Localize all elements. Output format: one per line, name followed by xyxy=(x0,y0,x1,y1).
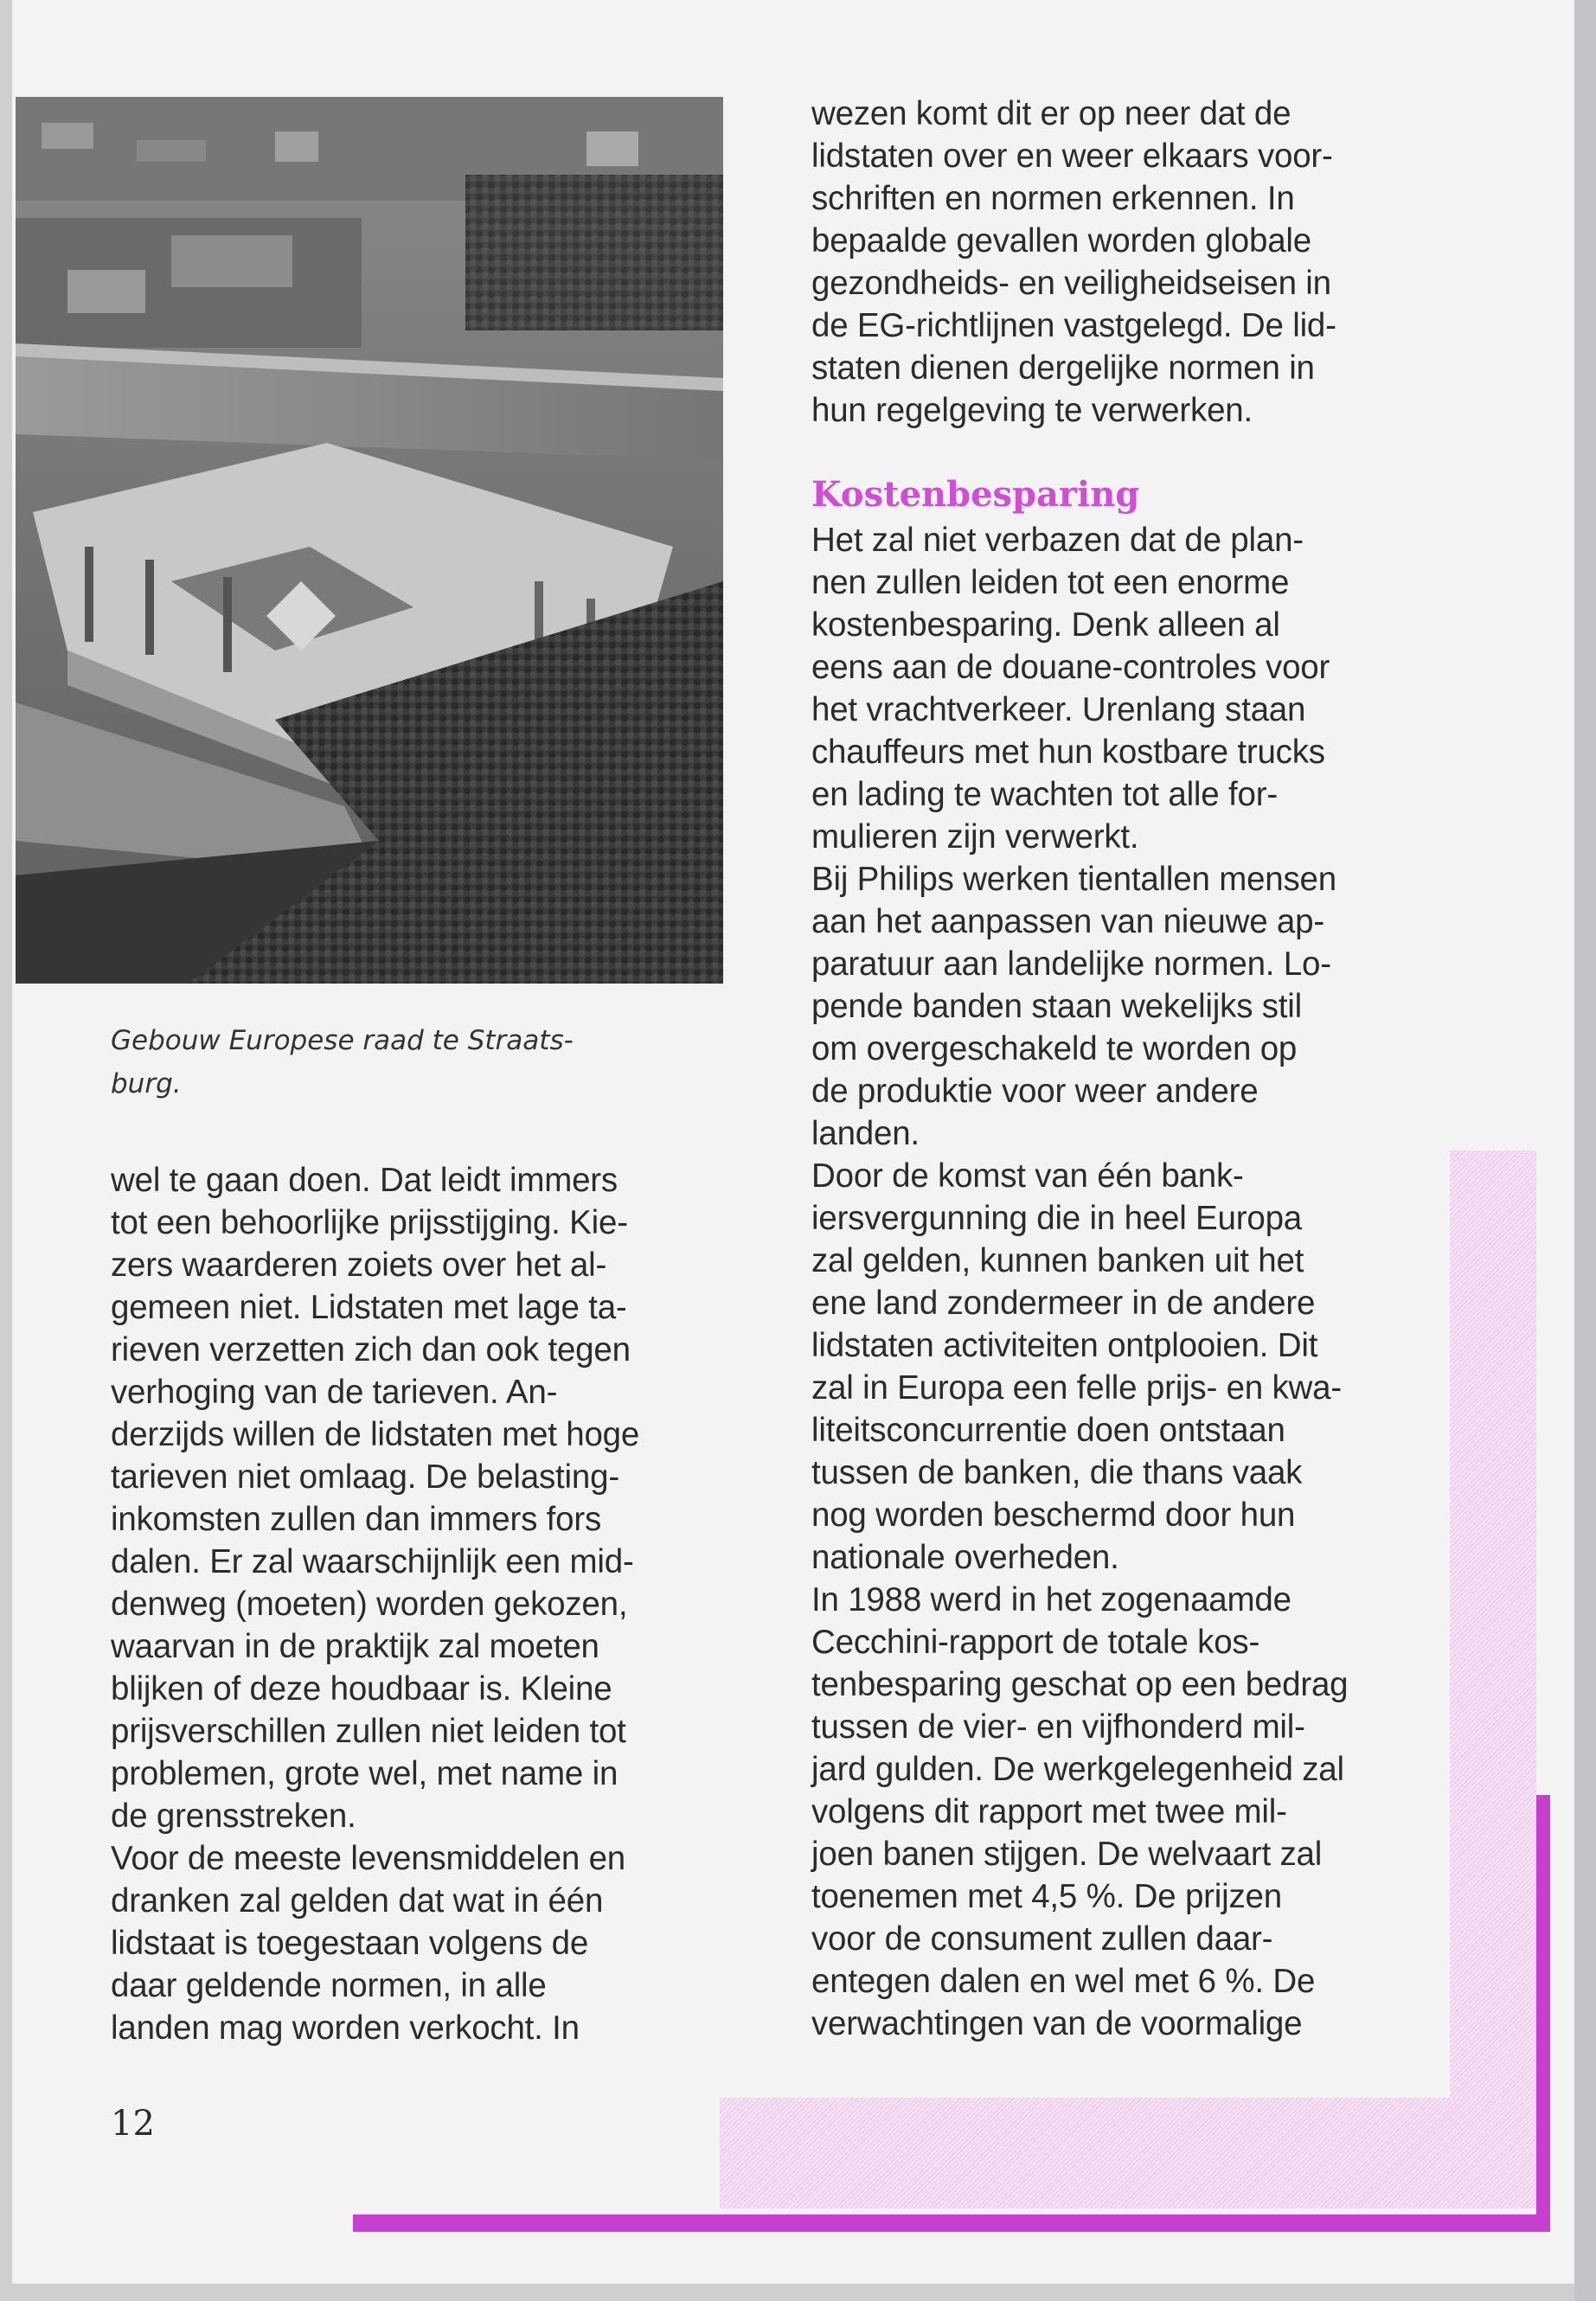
accent-bar-vertical xyxy=(1536,1795,1550,2232)
text-line: dranken zal gelden dat wat in één xyxy=(111,1882,604,1920)
text-line: paratuur aan landelijke normen. Lo- xyxy=(811,945,1331,983)
text-line: tot een behoorlijke prijsstijging. Kie- xyxy=(111,1204,628,1241)
text-line: inkomsten zullen dan immers fors xyxy=(111,1501,602,1538)
text-line: liteitsconcurrentie doen ontstaan xyxy=(811,1412,1285,1449)
page-edge-shadow xyxy=(1574,0,1596,2301)
text-line: iersvergunning die in heel Europa xyxy=(811,1200,1303,1237)
section-heading: Kostenbesparing xyxy=(811,474,1140,515)
text-line: ene land zondermeer in de andere xyxy=(811,1285,1316,1322)
text-line: hun regelgeving te verwerken. xyxy=(811,392,1253,429)
text-line: de grensstreken. xyxy=(111,1798,356,1835)
text-line: entegen dalen en wel met 6 %. De xyxy=(811,1963,1316,2000)
text-line: voor de consument zullen daar- xyxy=(811,1920,1273,1958)
caption-line: Gebouw Europese raad te Straats- xyxy=(111,1025,574,1056)
text-line: landen mag worden verkocht. In xyxy=(111,2009,580,2047)
text-line: Door de komst van één bank- xyxy=(811,1157,1244,1195)
text-line: lidstaat is toegestaan volgens de xyxy=(111,1925,589,1962)
text-line: aan het aanpassen van nieuwe ap- xyxy=(811,903,1324,940)
caption-line: burg. xyxy=(111,1068,182,1099)
text-line: chauffeurs met hun kostbare trucks xyxy=(811,734,1325,771)
decorative-band-bottom xyxy=(720,2098,1536,2208)
text-line: nen zullen leiden tot een enorme xyxy=(811,564,1290,601)
text-line: kostenbesparing. Denk alleen al xyxy=(811,606,1280,644)
text-line: eens aan de douane-controles voor xyxy=(811,649,1330,686)
text-line: lidstaten over en weer elkaars voor- xyxy=(811,138,1333,175)
text-line: lidstaten activiteiten ontplooien. Dit xyxy=(811,1327,1318,1364)
text-line: het vrachtverkeer. Urenlang staan xyxy=(811,691,1306,728)
text-line: rieven verzetten zich dan ook tegen xyxy=(111,1331,631,1368)
text-line: jard gulden. De werkgelegenheid zal xyxy=(811,1751,1344,1788)
text-line: Bij Philips werken tientallen mensen xyxy=(811,861,1336,898)
accent-bar-horizontal xyxy=(353,2214,1550,2232)
text-line: de EG-richtlijnen vastgelegd. De lid- xyxy=(811,307,1336,344)
text-line: om overgeschakeld te worden op xyxy=(811,1030,1298,1067)
building-photo xyxy=(16,97,723,984)
text-line: gezondheids- en veiligheidseisen in xyxy=(811,265,1331,302)
text-line: verhoging van de tarieven. An- xyxy=(111,1374,558,1411)
text-line: blijken of deze houdbaar is. Kleine xyxy=(111,1670,612,1708)
right-column-intro xyxy=(811,93,1452,432)
text-line: gemeen niet. Lidstaten met lage ta- xyxy=(111,1289,627,1326)
text-line: Het zal niet verbazen dat de plan- xyxy=(811,522,1304,559)
page-number: 12 xyxy=(111,2104,155,2144)
text-line: derzijds willen de lidstaten met hoge xyxy=(111,1416,640,1453)
text-line: tenbesparing geschat op een bedrag xyxy=(811,1666,1349,1703)
text-line: prijsverschillen zullen niet leiden tot xyxy=(111,1713,626,1750)
text-line: volgens dit rapport met twee mil- xyxy=(811,1793,1287,1830)
photo-caption xyxy=(111,1019,699,1106)
text-line: In 1988 werd in het zogenaamde xyxy=(811,1581,1292,1618)
text-line: tarieven niet omlaag. De belasting- xyxy=(111,1458,619,1496)
text-line: bepaalde gevallen worden globale xyxy=(811,222,1311,260)
text-line: wel te gaan doen. Dat leidt immers xyxy=(111,1162,618,1199)
text-line: schriften en normen erkennen. In xyxy=(811,180,1295,217)
right-column-body xyxy=(811,519,1452,2045)
text-line: zers waarderen zoiets over het al- xyxy=(111,1247,607,1284)
text-line: nog worden beschermd door hun xyxy=(811,1497,1296,1534)
text-line: Voor de meeste levensmiddelen en xyxy=(111,1840,626,1877)
text-line: joen banen stijgen. De welvaart zal xyxy=(811,1836,1323,1873)
text-line: verwachtingen van de voormalige xyxy=(811,2005,1303,2042)
text-line: tussen de banken, die thans vaak xyxy=(811,1454,1303,1491)
text-line: zal gelden, kunnen banken uit het xyxy=(811,1242,1304,1279)
text-line: Cecchini-rapport de totale kos- xyxy=(811,1624,1260,1661)
text-line: zal in Europa een felle prijs- en kwa- xyxy=(811,1369,1342,1407)
text-line: mulieren zijn verwerkt. xyxy=(811,818,1139,856)
text-line: dalen. Er zal waarschijnlijk een mid- xyxy=(111,1543,634,1580)
text-line: pende banden staan wekelijks stil xyxy=(811,988,1302,1025)
text-line: de produktie voor weer andere xyxy=(811,1073,1259,1110)
text-line: landen. xyxy=(811,1115,920,1152)
left-column xyxy=(111,1159,734,2049)
text-line: staten dienen dergelijke normen in xyxy=(811,349,1315,387)
text-line: wezen komt dit er op neer dat de xyxy=(811,95,1292,132)
text-line: toenemen met 4,5 %. De prijzen xyxy=(811,1878,1282,1915)
text-line: denweg (moeten) worden gekozen, xyxy=(111,1586,628,1623)
text-line: nationale overheden. xyxy=(811,1539,1119,1576)
text-line: waarvan in de praktijk zal moeten xyxy=(111,1628,599,1665)
text-line: problemen, grote wel, met name in xyxy=(111,1755,619,1792)
text-line: en lading te wachten tot alle for- xyxy=(811,776,1278,813)
text-line: daar geldende normen, in alle xyxy=(111,1967,547,2004)
text-line: tussen de vier- en vijfhonderd mil- xyxy=(811,1708,1305,1746)
decorative-band-right xyxy=(1450,1150,1536,2098)
